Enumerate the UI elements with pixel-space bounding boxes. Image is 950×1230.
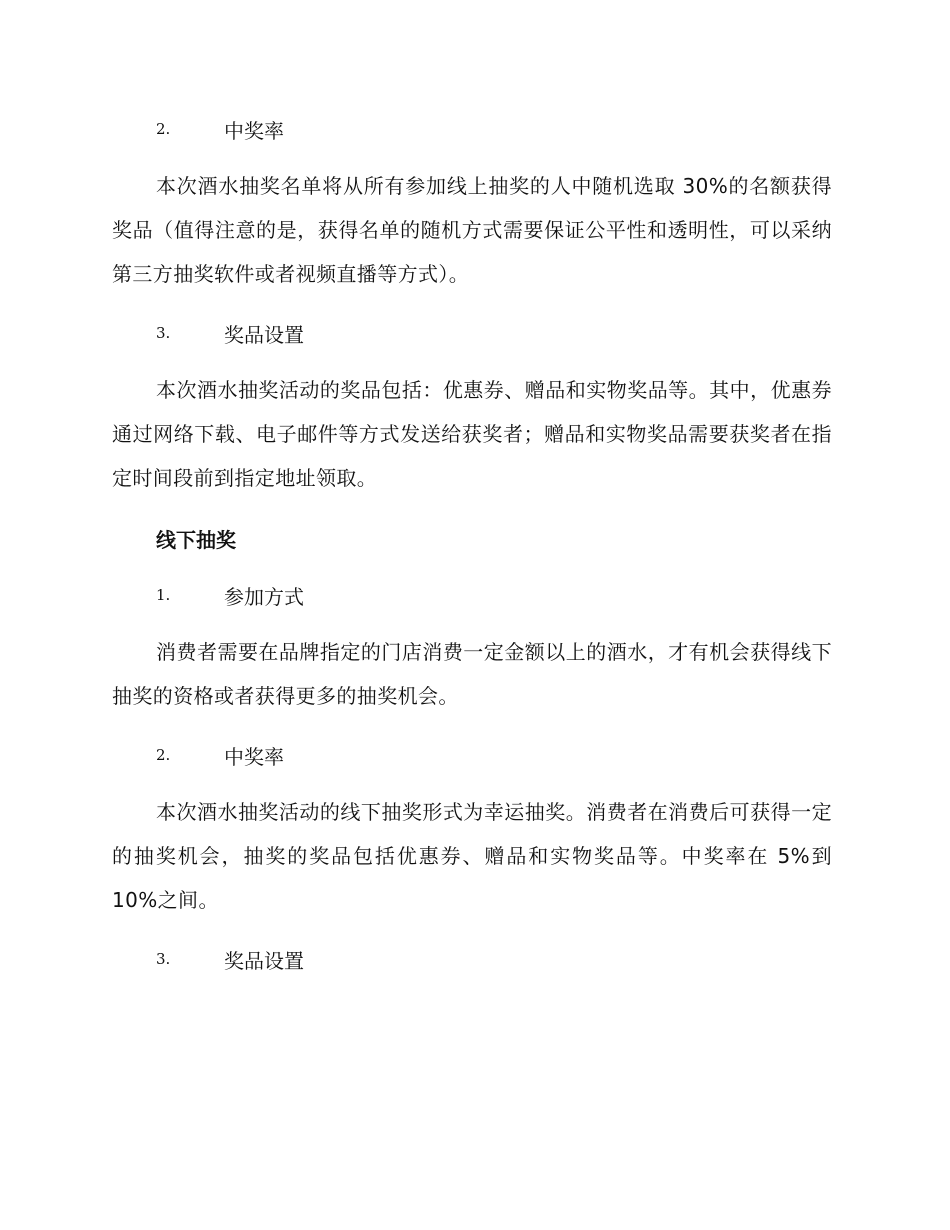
list-label: 奖品设置 bbox=[224, 948, 304, 973]
list-item-participation bbox=[112, 580, 832, 610]
paragraph-online-win-rate bbox=[112, 164, 832, 296]
list-number: 2. bbox=[156, 120, 171, 138]
list-number: 3. bbox=[156, 324, 171, 342]
list-label: 中奖率 bbox=[224, 118, 284, 143]
list-number: 3. bbox=[156, 950, 171, 968]
list-number: 1. bbox=[156, 586, 171, 604]
paragraph-text: 本次酒水抽奖活动的线下抽奖形式为幸运抽奖。消费者在消费后可获得一定的抽奖机会，抽奖的奖品包括优惠券、赠品和实物奖品等。中奖率在 5%到 10%之间。 bbox=[112, 800, 832, 912]
paragraph-text: 本次酒水抽奖活动的奖品包括：优惠券、赠品和实物奖品等。其中，优惠券通过网络下载、电子邮件等方式发送给获奖者；赠品和实物奖品需要获奖者在指定时间段前到指定地址领取。 bbox=[112, 378, 832, 490]
list-item-offline-win-rate bbox=[112, 740, 832, 770]
paragraph-text: 本次酒水抽奖名单将从所有参加线上抽奖的人中随机选取 30%的名额获得奖品（值得注意的是，获得名单的随机方式需要保证公平性和透明性，可以采纳第三方抽奖软件或者视频直播等方式）。 bbox=[112, 174, 832, 286]
list-label: 参加方式 bbox=[224, 584, 304, 609]
list-label: 中奖率 bbox=[224, 744, 284, 769]
list-item-win-rate bbox=[112, 114, 832, 144]
paragraph-offline-win-rate bbox=[112, 790, 832, 922]
list-number: 2. bbox=[156, 746, 171, 764]
list-label: 奖品设置 bbox=[224, 322, 304, 347]
list-item-prize-setup bbox=[112, 318, 832, 348]
list-item-offline-prize-setup bbox=[112, 944, 832, 974]
paragraph-online-prizes bbox=[112, 368, 832, 500]
paragraph-text: 消费者需要在品牌指定的门店消费一定金额以上的酒水，才有机会获得线下抽奖的资格或者获得更多的抽奖机会。 bbox=[112, 640, 832, 708]
paragraph-offline-participation bbox=[112, 630, 832, 718]
section-heading-offline: 线下抽奖 bbox=[156, 527, 236, 552]
